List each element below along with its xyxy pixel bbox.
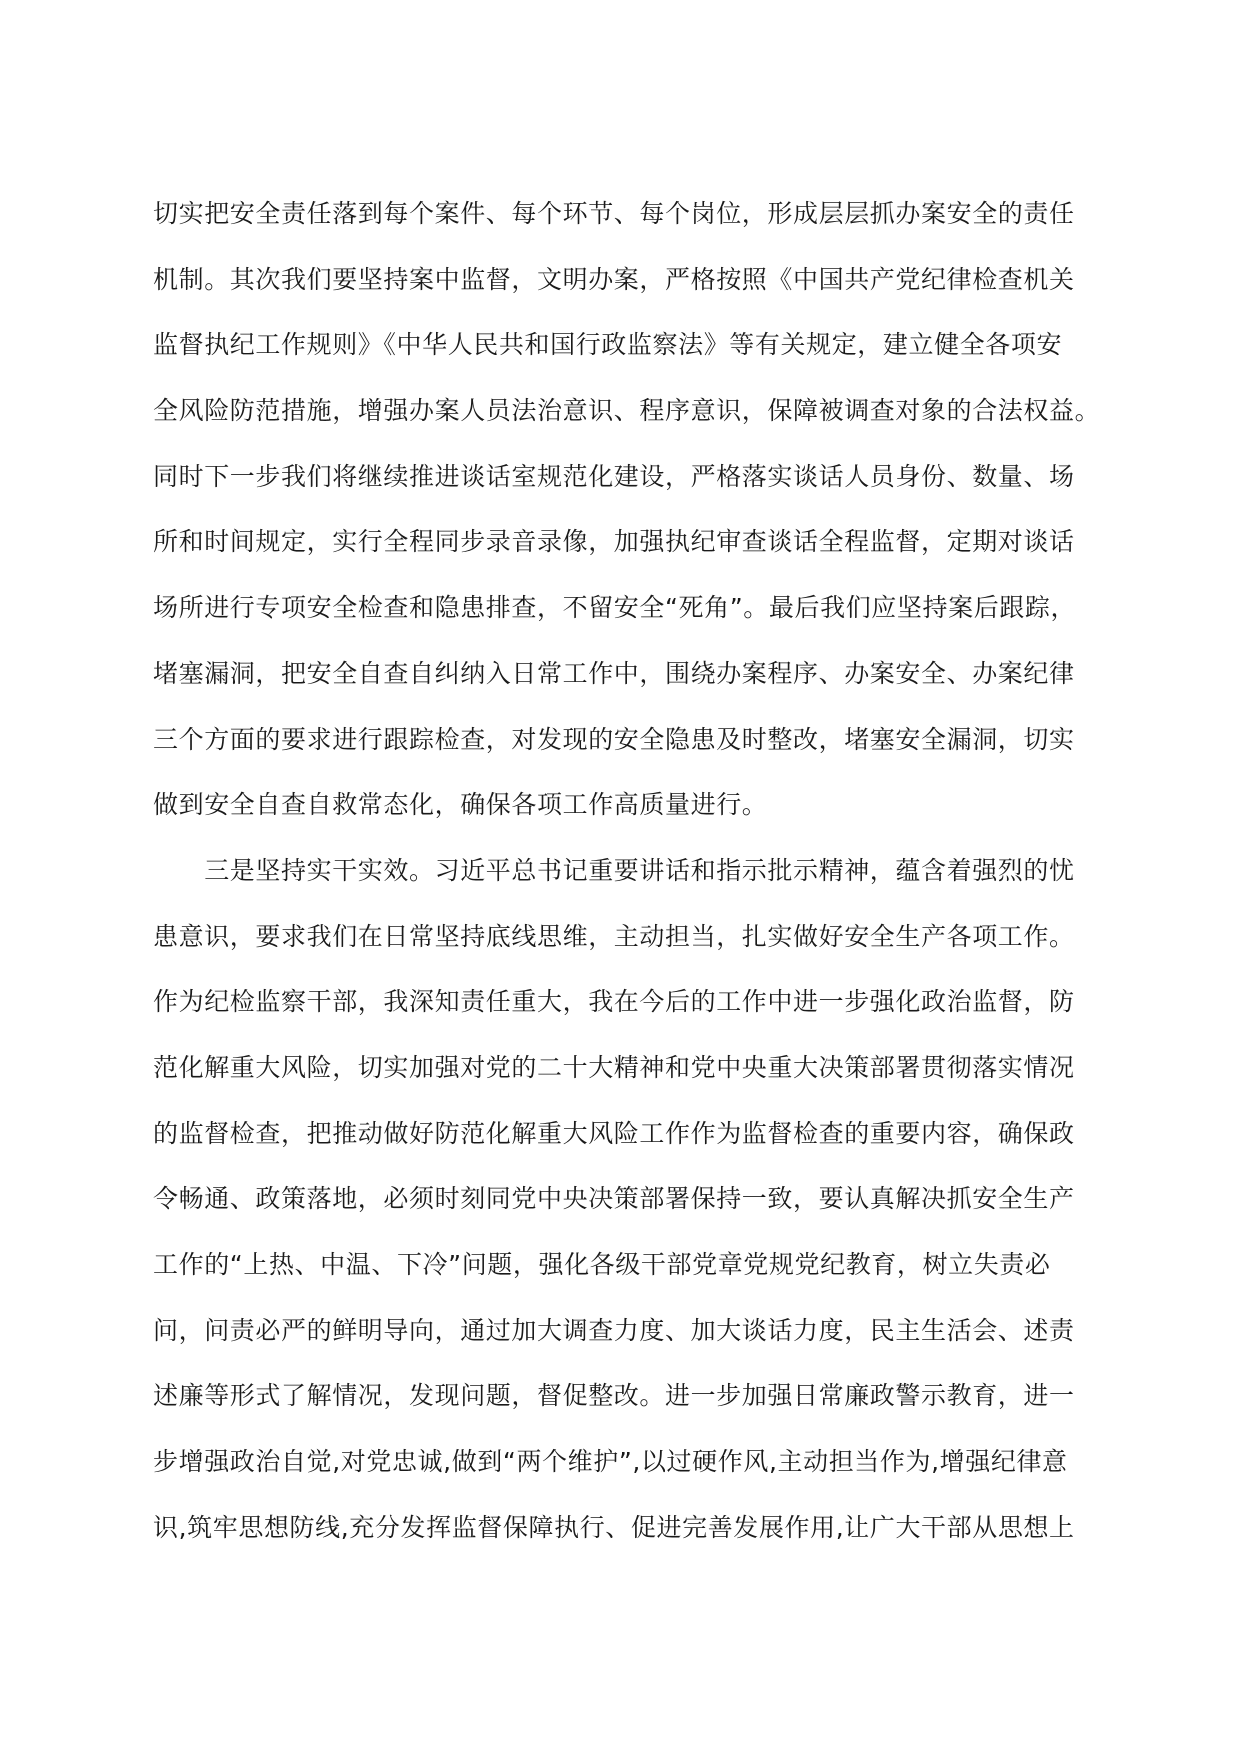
text-line: 工作的“上热、中温、下冷”问题，强化各级干部党章党规党纪教育，树立失责必 <box>153 1250 1051 1279</box>
text-line: 令畅通、政策落地，必须时刻同党中央决策部署保持一致，要认真解决抓安全生产 <box>153 1184 1075 1214</box>
text-line: 识,筑牢思想防线,充分发挥监督保障执行、促进完善发展作用,让广大干部从思想上 <box>153 1512 1075 1542</box>
text-line: 切实把安全责任落到每个案件、每个环节、每个岗位，形成层层抓办案安全的责任 <box>153 199 1075 228</box>
text-line: 三是坚持实干实效。习近平总书记重要讲话和指示批示精神，蕴含着强烈的忧 <box>153 855 1075 885</box>
text-line: 监督执纪工作规则》《中华人民共和国行政监察法》等有关规定，建立健全各项安 <box>153 330 1063 360</box>
text-line: 的监督检查，把推动做好防范化解重大风险工作作为监督检查的重要内容，确保政 <box>153 1118 1075 1148</box>
text-line: 步增强政治自觉,对党忠诚,做到“两个维护”,以过硬作风,主动担当作为,增强纪律意 <box>153 1447 1068 1477</box>
text-line: 全风险防范措施，增强办案人员法治意识、程序意识，保障被调查对象的合法权益。 <box>153 396 1101 426</box>
text-line: 三个方面的要求进行跟踪检查，对发现的安全隐患及时整改，堵塞安全漏洞，切实 <box>153 724 1075 754</box>
text-line: 机制。其次我们要坚持案中监督，文明办案，严格按照《中国共产党纪律检查机关 <box>153 264 1075 294</box>
text-line: 做到安全自查自救常态化，确保各项工作高质量进行。 <box>153 790 768 820</box>
text-line: 场所进行专项安全检查和隐患排查，不留安全“死角”。最后我们应坚持案后跟踪， <box>153 593 1077 623</box>
text-line: 堵塞漏洞，把安全自查自纠纳入日常工作中，围绕办案程序、办案安全、办案纪律 <box>153 658 1075 688</box>
text-line: 范化解重大风险，切实加强对党的二十大精神和党中央重大决策部署贯彻落实情况 <box>153 1052 1075 1082</box>
body-text <box>153 190 1101 1569</box>
text-line: 同时下一步我们将继续推进谈话室规范化建设，严格落实谈话人员身份、数量、场 <box>153 461 1075 491</box>
text-line: 所和时间规定，实行全程同步录音录像，加强执纪审查谈话全程监督，定期对谈话 <box>153 527 1075 557</box>
text-line: 述廉等形式了解情况，发现问题，督促整改。进一步加强日常廉政警示教育，进一 <box>153 1381 1075 1411</box>
text-line: 问，问责必严的鲜明导向，通过加大调查力度、加大谈话力度，民主生活会、述责 <box>153 1315 1075 1345</box>
text-line: 作为纪检监察干部，我深知责任重大，我在今后的工作中进一步强化政治监督，防 <box>153 987 1075 1017</box>
text-line: 患意识，要求我们在日常坚持底线思维，主动担当，扎实做好安全生产各项工作。 <box>153 921 1075 951</box>
